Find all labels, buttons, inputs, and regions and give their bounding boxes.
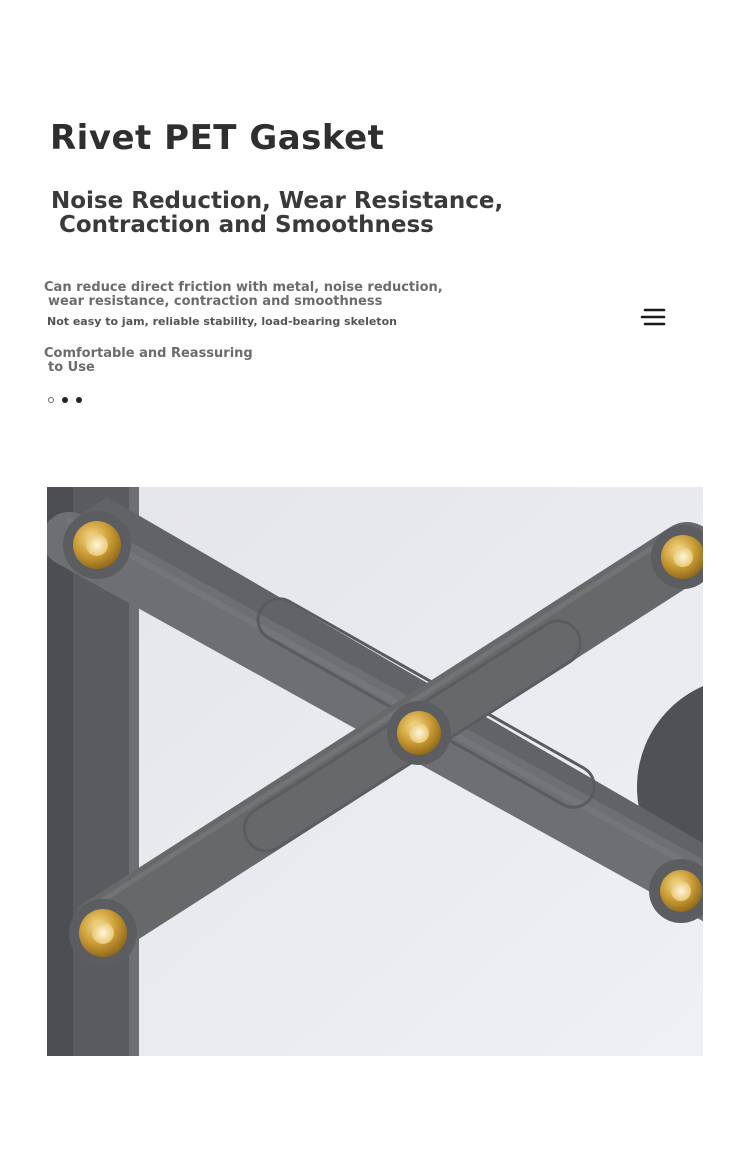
product-photo [47,487,703,1056]
comfort-text [44,347,253,374]
comfort-line-2: to Use [48,359,95,375]
rivet-bottom-left [69,899,137,967]
carousel-dot-2[interactable] [62,397,68,403]
carousel-dot-3[interactable] [76,397,82,403]
rivet-top-left [63,511,131,579]
feature-description [44,281,443,308]
subtitle-line-1: Noise Reduction, Wear Resistance, [51,188,504,214]
rivet-center [387,701,451,765]
comfort-line-1: Comfortable and Reassuring [44,346,253,361]
description-line-1: Can reduce direct friction with metal, noise reduction, [44,280,443,295]
page-subtitle [51,189,503,237]
menu-button[interactable] [638,305,668,329]
carousel-indicators [48,397,82,403]
description-line-2: wear resistance, contraction and smoothness [48,293,383,309]
menu-icon [638,305,668,329]
carousel-dot-1[interactable] [48,397,54,403]
feature-note: Not easy to jam, reliable stability, load-bearing skeleton [47,315,397,328]
subtitle-line-2: Contraction and Smoothness [59,212,434,238]
scissor-arm-illustration [47,487,703,1056]
page-title: Rivet PET Gasket [50,118,385,158]
